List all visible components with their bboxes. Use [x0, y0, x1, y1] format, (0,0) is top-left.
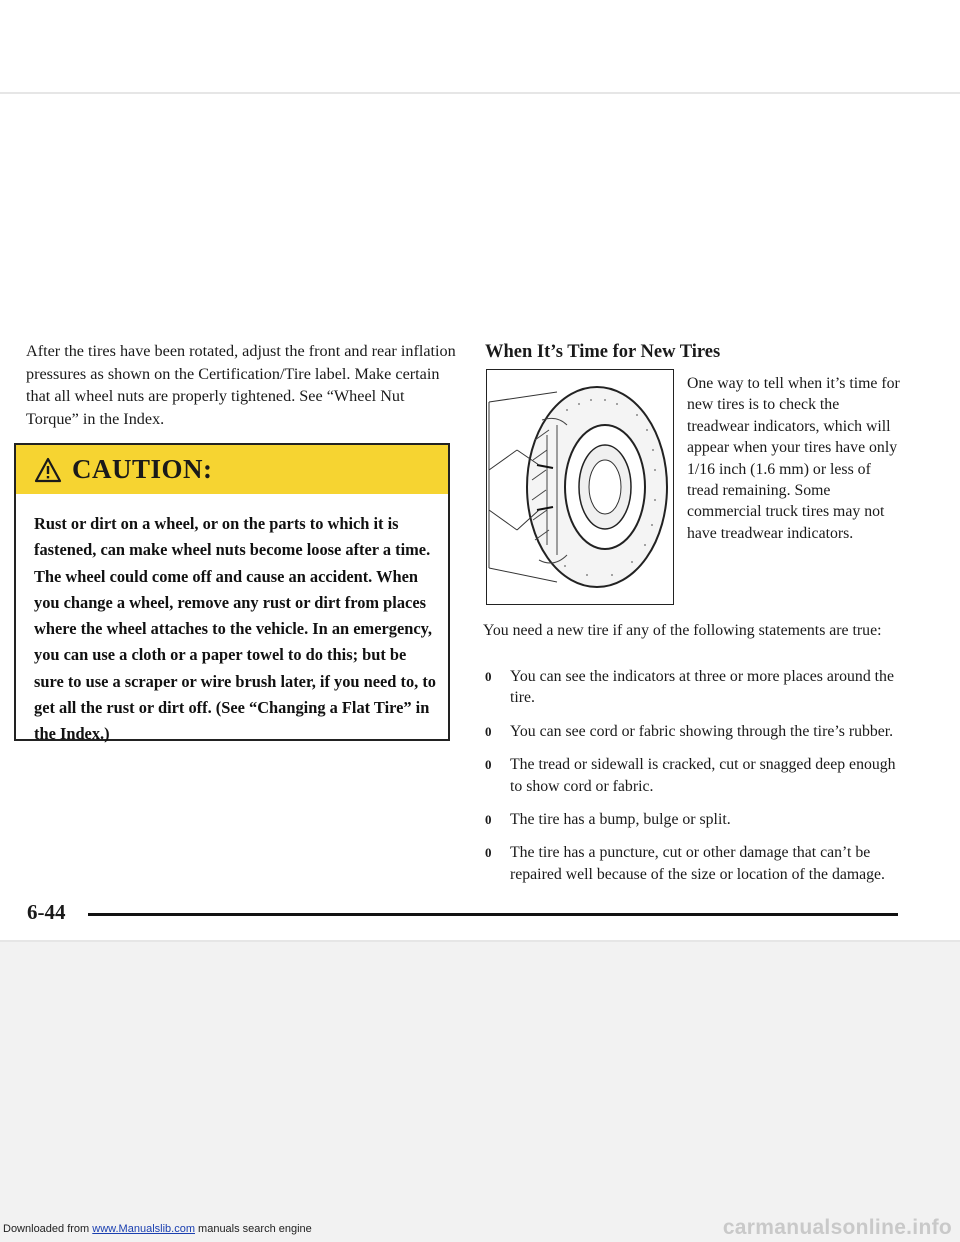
manualslib-link[interactable]: www.Manualslib.com — [92, 1223, 195, 1235]
rotation-intro-paragraph: After the tires have been rotated, adjust the front and rear inflation pressures as shown on the Certification/Tire label. Make certain that all wheel nuts are properly tightened. See “Wheel Nut Torque” in the Index. — [26, 342, 456, 428]
caution-title: CAUTION: — [72, 454, 213, 484]
bullet-icon: 0 — [485, 723, 492, 739]
list-item-text: The tire has a bump, bulge or split. — [510, 811, 731, 829]
bullet-icon: 0 — [485, 757, 492, 773]
section-heading: When It’s Time for New Tires — [485, 342, 721, 362]
list-item — [483, 666, 903, 709]
tire-drawing — [487, 370, 672, 603]
list-item-text: The tread or sidewall is cracked, cut or snagged deep enough to show cord or fabric. — [510, 756, 896, 795]
download-prefix: Downloaded from — [3, 1223, 93, 1235]
bullet-icon: 0 — [485, 812, 492, 828]
caution-box — [14, 443, 450, 744]
warning-triangle-icon — [34, 457, 62, 483]
list-item — [483, 809, 903, 830]
list-item-text: The tire has a puncture, cut or other damage that can’t be repaired well because of the size or location of the damage. — [510, 844, 886, 883]
bullet-icon: 0 — [485, 845, 492, 861]
top-margin — [0, 0, 960, 92]
watermark: carmanualsonline.info — [722, 1216, 952, 1239]
list-item-text: You can see cord or fabric showing through the tire’s rubber. — [510, 722, 894, 740]
download-note — [3, 1223, 312, 1235]
page-top-edge — [0, 92, 960, 94]
page-number: 6-44 — [27, 900, 66, 924]
bullet-icon: 0 — [485, 669, 492, 684]
new-tire-conditions-list — [483, 666, 903, 897]
tire-illustration — [486, 369, 674, 605]
caution-header — [16, 445, 448, 494]
list-item — [483, 754, 903, 797]
list-item — [483, 721, 903, 742]
caution-text: Rust or dirt on a wheel, or on the parts to which it is fastened, can make wheel nuts become loose after a time. The wheel could come off and cause an accident. When you change a wheel, remove any rust or dirt from places where the wheel attaches to the vehicle. In an emergency, you can use a cloth or a paper towel to do this; but be sure to use a scraper or wire brush later, if you need to, to get all the rust or dirt off. (See “Changing a Flat Tire” in the Index.) — [34, 514, 437, 744]
page-bottom-edge — [0, 940, 960, 942]
treadwear-caption: One way to tell when it’s time for new tires is to check the treadwear indicators, which will appear when your tires have only 1/16 inch (1.6 mm) or less of tread remaining. Some commercial truck tires may not have treadwear indicators. — [687, 375, 900, 542]
bottom-margin — [0, 940, 960, 1242]
list-item — [483, 842, 903, 885]
new-tire-intro: You need a new tire if any of the following statements are true: — [483, 622, 882, 639]
download-suffix: manuals search engine — [194, 1223, 312, 1235]
footer-rule — [88, 913, 898, 916]
list-item-text: You can see the indicators at three or more places around the tire. — [510, 668, 894, 707]
